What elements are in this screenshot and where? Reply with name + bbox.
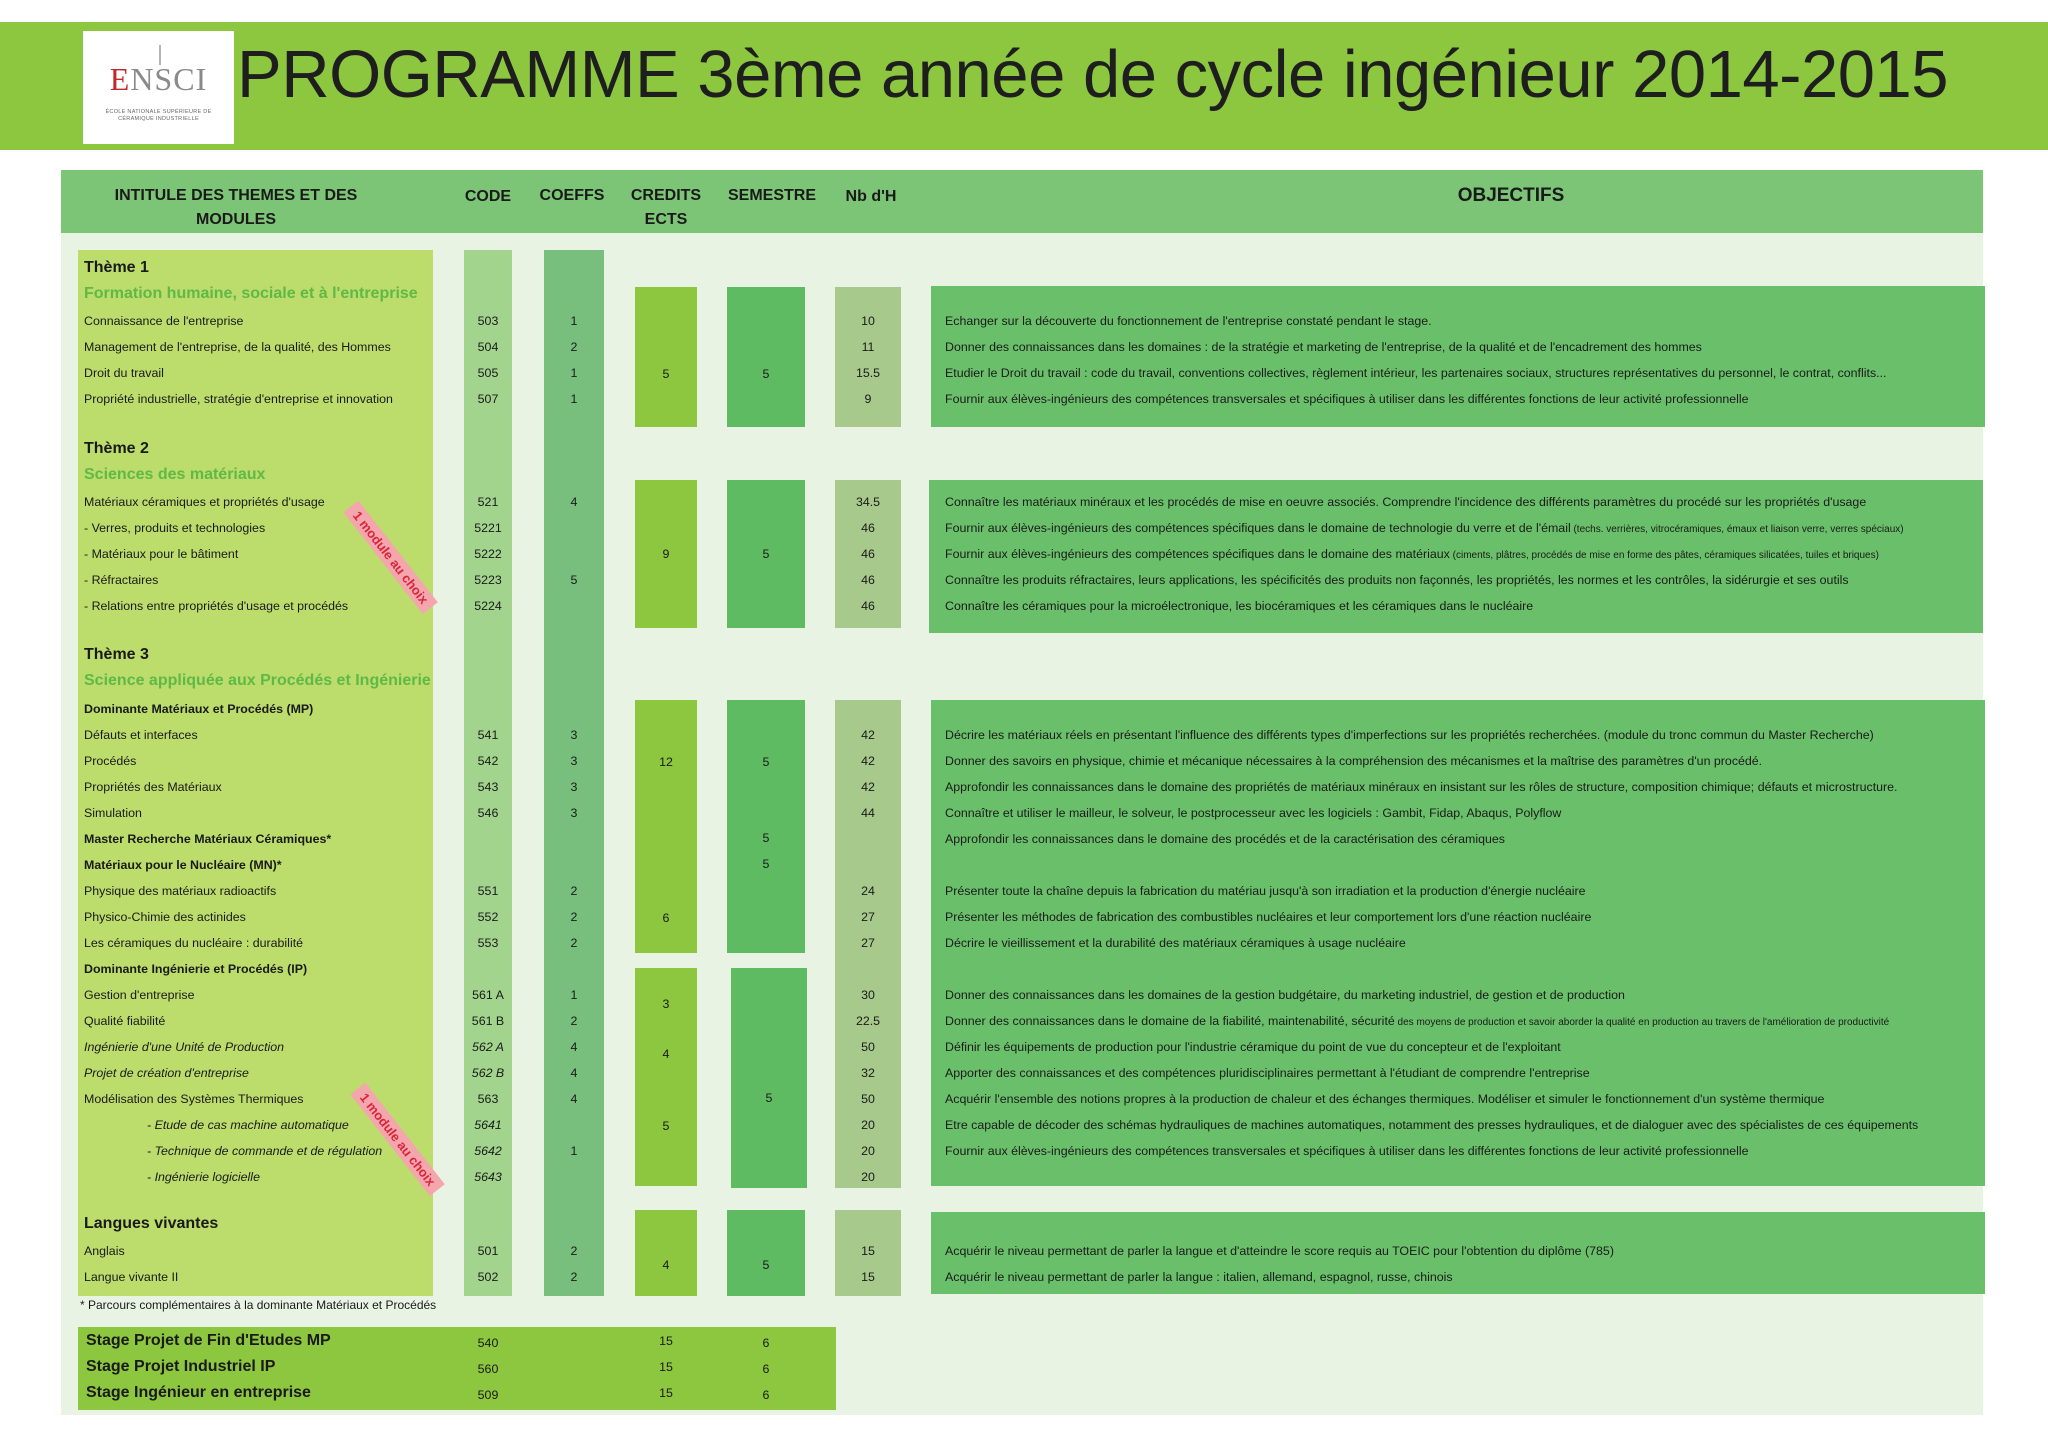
credits-box-langues (635, 1210, 697, 1296)
theme2-credits: 9 (662, 547, 670, 561)
page-title: PROGRAMME 3ème année de cycle ingénieur 2014-2015 (237, 37, 1949, 112)
theme1-semestre: 5 (762, 367, 770, 381)
module-code: 5643 (474, 1170, 502, 1184)
theme3-choice-stamp: 1 module au choix (350, 1083, 445, 1197)
module-objective: Fournir aux élèves-ingénieurs des compétences transversales et spécifiques à utiliser dans les différentes fonctions de leur activité professionnelle (945, 1144, 1749, 1158)
module-objective: Connaître les matériaux minéraux et les procédés de mise en oeuvre associés. Comprendre l'incidence des différents paramètres du procédé sur les propriétés d'usage (945, 495, 1867, 509)
module-name: Procédés (84, 754, 137, 768)
module-coeff: 4 (570, 495, 578, 509)
module-hours: 11 (861, 340, 875, 354)
module-objective: Présenter les méthodes de fabrication des combustibles nucléaires et leur comportement lors d'une réaction nucléaire (945, 910, 1592, 924)
module-code: 503 (477, 314, 499, 328)
module-coeff: 4 (570, 1040, 578, 1054)
module-coeff: 1 (570, 392, 578, 406)
logo-subtitle: ÉCOLE NATIONALE SUPÉRIEURE DE CÉRAMIQUE INDUSTRIELLE (105, 109, 212, 122)
theme2-subtitle: Sciences des matériaux (84, 466, 266, 483)
module-code: 563 (477, 1092, 499, 1106)
module-hours: 44 (861, 806, 875, 820)
module-hours: 34.5 (855, 495, 881, 509)
module-coeff: 1 (570, 988, 578, 1002)
module-code: 5224 (474, 599, 502, 613)
module-coeff: 2 (570, 910, 578, 924)
stage-name: Stage Projet de Fin d'Etudes MP (86, 1332, 331, 1349)
theme3-credits-ip-c: 5 (662, 1119, 670, 1133)
module-objective: Approfondir les connaissances dans le domaine des procédés et de la caractérisation des céramiques (945, 832, 1505, 846)
module-objective: Donner des connaissances dans le domaine de la fiabilité, maintenabilité, sécurité des moyens de production et savoir aborder la qualité en production au travers de l'amélioration de productivité (945, 1014, 1890, 1028)
module-name: Physique des matériaux radioactifs (84, 884, 277, 898)
module-objective-detail: (ciments, plâtres, procédés de mise en forme des pâtes, céramiques silicatées, tuiles et briques) (1449, 550, 1879, 561)
stage-name: Stage Ingénieur en entreprise (86, 1384, 311, 1401)
module-coeff: 3 (570, 754, 578, 768)
credits-box-theme1 (635, 287, 697, 427)
stage-semestre: 6 (762, 1336, 770, 1350)
theme3-subtitle: Science appliquée aux Procédés et Ingénierie (84, 672, 431, 689)
module-objective: Présenter toute la chaîne depuis la fabrication du matériau jusqu'à son irradiation et la production d'énergie nucléaire (945, 884, 1586, 898)
module-objective: Connaître et utiliser le mailleur, le solveur, le postprocesseur avec les logiciels : Gambit, Fidap, Abaqus, Polyflow (945, 806, 1562, 820)
module-objective: Définir les équipements de production pour l'industrie céramique du point de vue du concepteur et de l'exploitant (945, 1040, 1561, 1054)
module-hours: 50 (861, 1092, 875, 1106)
column-header-hours: Nb d'H (845, 188, 897, 205)
module-code: 552 (477, 910, 499, 924)
module-objective: Acquérir le niveau permettant de parler la langue et d'atteindre le score requis au TOEIC pour l'obtention du diplôme (785) (945, 1244, 1614, 1258)
module-objective: Fournir aux élèves-ingénieurs des compétences spécifiques dans le domaine de technologie du verre et de l'émail (techs. verrières, vitrocéramiques, émaux et liaison verre, verres spéciaux) (945, 521, 1904, 535)
module-hours: 27 (861, 936, 875, 950)
module-code: 542 (477, 754, 499, 768)
module-hours: 10 (861, 314, 875, 328)
module-objective: Donner des connaissances dans les domaines de la gestion budgétaire, du marketing industriel, de gestion et de production (945, 988, 1625, 1002)
module-hours: 42 (861, 728, 875, 742)
theme1-subtitle: Formation humaine, sociale et à l'entreprise (84, 285, 418, 302)
footnote: * Parcours complémentaires à la dominante Matériaux et Procédés (80, 1298, 437, 1312)
module-code: 553 (477, 936, 499, 950)
module-coeff: 2 (570, 1014, 578, 1028)
module-code: 562 B (471, 1066, 505, 1080)
module-hours: 46 (861, 521, 875, 535)
module-name: Propriété industrielle, stratégie d'entreprise et innovation (84, 392, 393, 406)
module-coeff: 2 (570, 936, 578, 950)
module-objective-detail: des moyens de production et savoir aborder la qualité en production au travers de l'amélioration de productivité (1394, 1017, 1890, 1028)
stage-code: 560 (477, 1362, 499, 1376)
column-header-bar (61, 170, 1983, 233)
module-name: Projet de création d'entreprise (84, 1066, 249, 1080)
module-name: Anglais (84, 1244, 125, 1258)
module-coeff: 4 (570, 1092, 578, 1106)
langues-credits: 4 (662, 1258, 670, 1272)
module-objective: Acquérir le niveau permettant de parler la langue : italien, allemand, espagnol, russe, chinois (945, 1270, 1453, 1284)
module-name: - Réfractaires (84, 573, 159, 587)
module-objective: Donner des savoirs en physique, chimie et mécanique nécessaires à la compréhension des mécanismes et la maîtrise des paramètres d'un procédé. (945, 754, 1763, 768)
module-objective: Acquérir l'ensemble des notions propres à la production de chaleur et des échanges thermiques. Modéliser et simuler le fonctionnement d'un système thermique (945, 1092, 1825, 1106)
module-hours: 20 (861, 1144, 875, 1158)
module-name: Dominante Ingénierie et Procédés (IP) (84, 962, 308, 976)
module-code: 501 (477, 1244, 499, 1258)
module-coeff: 1 (570, 366, 578, 380)
stage-credits: 15 (659, 1360, 673, 1374)
module-name: Ingénierie d'une Unité de Production (84, 1040, 285, 1054)
column-header-credits: CREDITS ECTS (630, 187, 702, 228)
module-name: Les céramiques du nucléaire : durabilité (84, 936, 304, 950)
module-name: Droit du travail (84, 366, 164, 380)
module-hours: 32 (861, 1066, 875, 1080)
semestre-box-theme3-ip (731, 968, 807, 1188)
module-code: 507 (477, 392, 499, 406)
logo-letters: NSCI (130, 61, 208, 97)
module-code: 562 A (472, 1040, 504, 1054)
module-objective: Fournir aux élèves-ingénieurs des compétences spécifiques dans le domaine des matériaux (ciments, plâtres, procédés de mise en forme des pâtes, céramiques silicatées, tuiles et briques) (945, 547, 1879, 561)
column-header-modules: INTITULE DES THEMES ET DES MODULES (114, 187, 358, 228)
theme1-credits: 5 (662, 367, 670, 381)
module-objective: Echanger sur la découverte du fonctionnement de l'entreprise constaté pendant le stage. (945, 314, 1432, 328)
module-objective: Etre capable de décoder des schémas hydrauliques de machines automatiques, notamment des presses hydrauliques, et de dialoguer avec des spécialistes de ces équipements (945, 1118, 1919, 1132)
module-name: - Technique de commande et de régulation (147, 1144, 383, 1158)
module-name: Langue vivante II (84, 1270, 179, 1284)
module-coeff: 1 (570, 1144, 578, 1158)
module-hours: 20 (861, 1170, 875, 1184)
module-name: Matériaux céramiques et propriétés d'usage (84, 495, 325, 509)
column-header-code: CODE (464, 188, 512, 205)
module-hours: 46 (861, 599, 875, 613)
module-objective-detail: (techs. verrières, vitrocéramiques, émaux et liaison verre, verres spéciaux) (1570, 524, 1904, 535)
stage-semestre: 6 (762, 1362, 770, 1376)
module-coeff: 3 (570, 728, 578, 742)
theme3-semestre-mp: 5 (762, 755, 770, 769)
module-objective: Décrire les matériaux réels en présentant l'influence des différents types d'imperfections sur les propriétés recherchées. (module du tronc commun du Master Recherche) (945, 728, 1874, 742)
module-code: 543 (477, 780, 499, 794)
module-code: 546 (477, 806, 499, 820)
module-name: Master Recherche Matériaux Céramiques* (84, 832, 332, 846)
column-header-semestre: SEMESTRE (727, 187, 816, 204)
module-name: Dominante Matériaux et Procédés (MP) (84, 702, 314, 716)
module-code: 551 (477, 884, 499, 898)
module-hours: 30 (861, 988, 875, 1002)
module-code: 502 (477, 1270, 499, 1284)
module-name: Simulation (84, 806, 142, 820)
column-header-coeffs: COEFFS (539, 187, 605, 204)
module-coeff: 4 (570, 1066, 578, 1080)
stage-name: Stage Projet Industriel IP (86, 1358, 276, 1375)
stage-credits: 15 (659, 1334, 673, 1348)
module-name: Physico-Chimie des actinides (84, 910, 246, 924)
module-name: - Ingénierie logicielle (147, 1170, 260, 1184)
stage-code: 509 (477, 1388, 499, 1402)
langues-title: Langues vivantes (84, 1215, 219, 1232)
page-header (0, 22, 2048, 150)
module-code: 504 (477, 340, 499, 354)
module-hours: 50 (861, 1040, 875, 1054)
semestre-box-theme1 (727, 287, 805, 427)
module-hours: 24 (861, 884, 875, 898)
theme2-title: Thème 2 (84, 440, 149, 457)
theme2-semestre: 5 (762, 547, 770, 561)
module-objective: Apporter des connaissances et des compétences pluridisciplinaires permettant à l'étudiant de comprendre l'entreprise (945, 1066, 1590, 1080)
module-name: Modélisation des Systèmes Thermiques (84, 1092, 304, 1106)
theme3-semestre-master: 5 (762, 831, 770, 845)
module-name: Matériaux pour le Nucléaire (MN)* (84, 858, 282, 872)
module-objective: Etudier le Droit du travail : code du travail, conventions collectives, règlement intérieur, les partenaires sociaux, structures représentatives du personnel, le contrat, conflits... (945, 366, 1887, 380)
module-code: 5642 (474, 1144, 502, 1158)
theme2-choice-stamp: 1 module au choix (343, 501, 438, 615)
module-name: - Etude de cas machine automatique (147, 1118, 349, 1132)
module-objective: Fournir aux élèves-ingénieurs des compétences transversales et spécifiques à utiliser dans les différentes fonctions de leur activité professionnelle (945, 392, 1749, 406)
module-hours: 15 (861, 1244, 875, 1258)
module-objective: Donner des connaissances dans les domaines : de la stratégie et marketing de l'entreprise, de la qualité et de l'encadrement des hommes (945, 340, 1702, 354)
module-code: 5223 (474, 573, 502, 587)
module-code: 5222 (474, 547, 502, 561)
module-objective: Connaître les céramiques pour la microélectronique, les biocéramiques et les céramiques dans le nucléaire (945, 599, 1534, 613)
module-code: 5641 (474, 1118, 502, 1132)
module-code: 5221 (474, 521, 502, 535)
semestre-box-langues (727, 1210, 805, 1296)
semestre-box-theme3-mp (727, 700, 805, 953)
module-objective: Décrire le vieillissement et la durabilité des matériaux céramiques à usage nucléaire (945, 936, 1406, 950)
stage-credits: 15 (659, 1386, 673, 1400)
module-coeff: 2 (570, 1244, 578, 1258)
module-coeff: 5 (570, 573, 578, 587)
theme3-credits-ip-b: 4 (662, 1047, 670, 1061)
module-name: - Verres, produits et technologies (84, 521, 266, 535)
ensci-logo (83, 31, 234, 144)
column-header-objectifs: OBJECTIFS (1457, 185, 1565, 206)
theme3-credits-ip-a: 3 (662, 997, 670, 1011)
module-name: Connaissance de l'entreprise (84, 314, 244, 328)
module-code: 561 B (471, 1014, 505, 1028)
module-hours: 9 (864, 392, 872, 406)
module-hours: 20 (861, 1118, 875, 1132)
theme3-semestre-mn: 5 (762, 857, 770, 871)
module-name: Gestion d'entreprise (84, 988, 195, 1002)
module-name: Propriétés des Matériaux (84, 780, 222, 794)
module-hours: 42 (861, 754, 875, 768)
module-hours: 22.5 (855, 1014, 881, 1028)
module-coeff: 3 (570, 780, 578, 794)
module-code: 541 (477, 728, 499, 742)
module-name: Qualité fiabilité (84, 1014, 166, 1028)
theme3-credits-mn: 6 (662, 911, 670, 925)
module-coeff: 2 (570, 1270, 578, 1284)
module-objective: Approfondir les connaissances dans le domaine des propriétés de matériaux minéraux en insistant sur les rôles de structure, composition chimique; défauts et microstructure. (945, 780, 1898, 794)
theme3-credits-mp: 12 (659, 755, 673, 769)
module-hours: 27 (861, 910, 875, 924)
module-name: - Relations entre propriétés d'usage et procédés (84, 599, 349, 613)
stage-semestre: 6 (762, 1388, 770, 1402)
module-code: 561 A (472, 988, 504, 1002)
module-name: Management de l'entreprise, de la qualité, des Hommes (84, 340, 391, 354)
module-coeff: 3 (570, 806, 578, 820)
theme3-title: Thème 3 (84, 646, 149, 663)
theme3-semestre-ip: 5 (765, 1091, 773, 1105)
module-coeff: 2 (570, 340, 578, 354)
module-coeff: 1 (570, 314, 578, 328)
module-coeff: 2 (570, 884, 578, 898)
module-hours: 42 (861, 780, 875, 794)
module-hours: 46 (861, 547, 875, 561)
module-hours: 15 (861, 1270, 875, 1284)
module-code: 505 (477, 366, 499, 380)
module-name: - Matériaux pour le bâtiment (84, 547, 239, 561)
logo-letter-e: E (109, 61, 131, 97)
module-name: Défauts et interfaces (84, 728, 198, 742)
theme1-title: Thème 1 (84, 259, 149, 276)
module-hours: 15.5 (855, 366, 881, 380)
stage-code: 540 (477, 1336, 499, 1350)
module-hours: 46 (861, 573, 875, 587)
module-objective: Connaître les produits réfractaires, leurs applications, les spécificités des produits non façonnés, les propriétés, les normes et les contrôles, la sidérurgie et ses outils (945, 573, 1849, 587)
module-code: 521 (477, 495, 499, 509)
langues-semestre: 5 (762, 1258, 770, 1272)
